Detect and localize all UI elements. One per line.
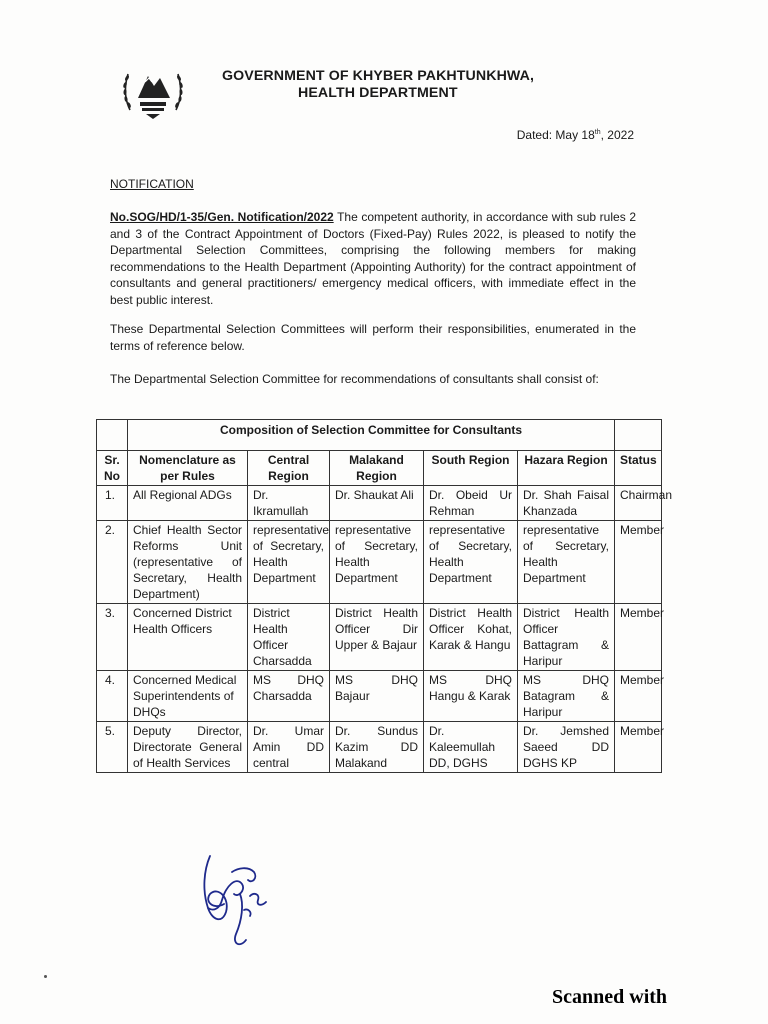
cell-central: District Health Officer Charsadda (248, 604, 330, 671)
cell-nomenclature: Deputy Director, Directorate General of Health Services (128, 722, 248, 773)
cell-sr: 5. (97, 722, 128, 773)
paragraph-1-text: The competent authority, in accordance with sub rules 2 and 3 of the Contract Appointment of Doctors (Fixed-Pay) Rules 2022, is pleased to notify the Departmental Selection Committees, comprising the following members for making recommendations to the Health Department (Appointing Authority) for the contract appointment of consultants and general practitioners/ emergency medical officers, with immediate effect in the best public interest. (110, 210, 636, 307)
table-row (97, 521, 662, 604)
cell-malakand: Dr. Shaukat Ali (330, 486, 424, 521)
cell-malakand: District Health Officer Dir Upper & Bajaur (330, 604, 424, 671)
date-sup: th (594, 129, 601, 136)
cell-nomenclature: Concerned District Health Officers (128, 604, 248, 671)
cell-status: Member (615, 671, 662, 722)
cell-south: representative of Secretary, Health Department (424, 521, 518, 604)
cell-hazara: Dr. Shah Faisal Khanzada (518, 486, 615, 521)
table-row (97, 671, 662, 722)
cell-sr: 3. (97, 604, 128, 671)
cell-south: MS DHQ Hangu & Karak (424, 671, 518, 722)
table-header-row (97, 451, 662, 486)
header-sr: Sr. No (97, 451, 128, 486)
header-nomenclature: Nomenclature as per Rules (128, 451, 248, 486)
date-line (517, 128, 634, 142)
paragraph-2: These Departmental Selection Committees will perform their responsibilities, enumerated in the terms of reference below. (110, 322, 636, 353)
cell-status: Member (615, 722, 662, 773)
cell-central: Dr. Ikramullah (248, 486, 330, 521)
cell-status: Member (615, 604, 662, 671)
cell-south: Dr. Kaleemullah DD, DGHS (424, 722, 518, 773)
cell-central: representative of Secretary, Health Department (248, 521, 330, 604)
paragraph-1 (110, 209, 636, 308)
cell-nomenclature: Concerned Medical Superintendents of DHQs (128, 671, 248, 722)
table-row (97, 722, 662, 773)
cell-south: Dr. Obeid Ur Rehman (424, 486, 518, 521)
scan-speck (44, 975, 47, 978)
header-central: Central Region (248, 451, 330, 486)
cell-status: Member (615, 521, 662, 604)
letterhead-line2: HEALTH DEPARTMENT (298, 85, 458, 101)
cell-hazara: District Health Officer Battagram & Haripur (518, 604, 615, 671)
cell-hazara: Dr. Jemshed Saeed DD DGHS KP (518, 722, 615, 773)
scanned-with-watermark: Scanned with (552, 986, 668, 1008)
table-row (97, 604, 662, 671)
letterhead-line1: GOVERNMENT OF KHYBER PAKHTUNKHWA, (222, 68, 535, 84)
notification-title: NOTIFICATION (110, 177, 194, 191)
header-hazara: Hazara Region (518, 451, 615, 486)
cell-status: Chairman (615, 486, 662, 521)
cell-central: Dr. Umar Amin DD central (248, 722, 330, 773)
table-title: Composition of Selection Committee for Consultants (128, 420, 615, 451)
cell-malakand: MS DHQ Bajaur (330, 671, 424, 722)
date-prefix: Dated: May 18 (516, 128, 595, 142)
date-suffix: , 2022 (600, 128, 634, 142)
cell-sr: 4. (97, 671, 128, 722)
cell-central: MS DHQ Charsadda (248, 671, 330, 722)
cell-malakand: representative of Secretary, Health Department (330, 521, 424, 604)
cell-sr: 2. (97, 521, 128, 604)
signature-icon (196, 850, 274, 952)
government-emblem-icon (118, 58, 188, 120)
cell-nomenclature: All Regional ADGs (128, 486, 248, 521)
header-malakand: Malakand Region (330, 451, 424, 486)
cell-sr: 1. (97, 486, 128, 521)
cell-hazara: representative of Secretary, Health Department (518, 521, 615, 604)
letterhead (222, 68, 534, 102)
table-row (97, 486, 662, 521)
committee-table (96, 419, 673, 773)
header-status: Status (615, 451, 662, 486)
cell-south: District Health Officer Kohat, Karak & Hangu (424, 604, 518, 671)
cell-nomenclature: Chief Health Sector Reforms Unit (representative of Secretary, Health Department) (128, 521, 248, 604)
cell-hazara: MS DHQ Batagram & Haripur (518, 671, 615, 722)
paragraph-3: The Departmental Selection Committee for recommendations of consultants shall consist of: (110, 372, 599, 386)
header-south: South Region (424, 451, 518, 486)
cell-malakand: Dr. Sundus Kazim DD Malakand (330, 722, 424, 773)
notification-reference: No.SOG/HD/1-35/Gen. Notification/2022 (110, 210, 334, 224)
